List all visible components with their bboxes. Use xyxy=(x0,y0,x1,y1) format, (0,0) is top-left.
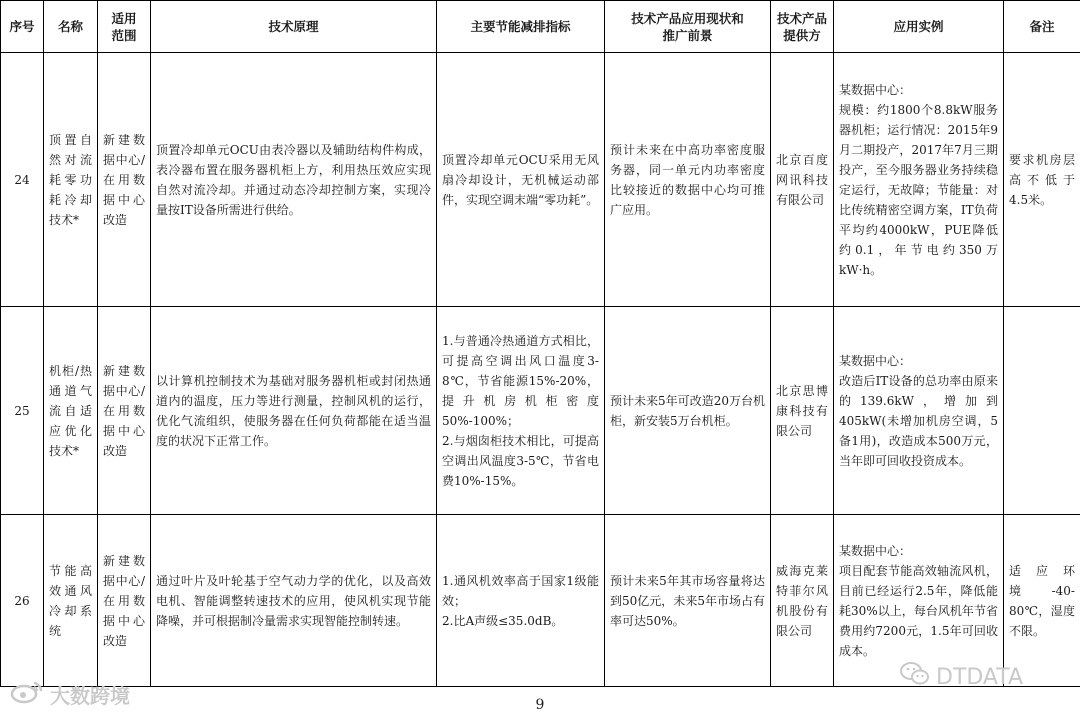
cell-indicators: 1.与普通冷热通道方式相比，可提高空调出风口温度3-8℃，节省能源15%-20%，提升机房机柜密度50%-100%； 2.与烟囱柜技术相比，可提高空调出风温度3-5℃，节省电费10%-15%。 xyxy=(437,307,605,515)
cell-scope: 新建数据中心/在用数据中心改造 xyxy=(98,53,151,307)
watermark-right-text: DTDATA xyxy=(936,664,1024,690)
cell-cases: 某数据中心： 规模：约1800个8.8kW服务器机柜；运行情况：2015年9月二期投产，2017年7月三期投产，至今服务器业务持续稳定运行，无故障；节能量：对比传统精密空调方案，IT负荷平均约4000kW，PUE降低约0.1，年节电约350万kW·h。 xyxy=(834,53,1004,307)
cell-no: 25 xyxy=(1,307,44,515)
cell-no: 24 xyxy=(1,53,44,307)
cell-no: 26 xyxy=(1,515,44,687)
cell-indicators: 1.通风机效率高于国家1级能效； 2.比A声级≤35.0dB。 xyxy=(437,515,605,687)
header-cases: 应用实例 xyxy=(834,1,1004,53)
cell-remarks: 适应环境-40-80℃，湿度不限。 xyxy=(1004,515,1080,687)
header-indicators: 主要节能减排指标 xyxy=(437,1,605,53)
cell-remarks: 要求机房层高不低于4.5米。 xyxy=(1004,53,1080,307)
cell-status: 预计未来在中高功率密度服务器，同一单元内功率密度比较接近的数据中心均可推广应用。 xyxy=(605,53,771,307)
cell-name: 机柜/热通道气流自适应优化技术* xyxy=(44,307,98,515)
header-name: 名称 xyxy=(44,1,98,53)
header-scope: 适用 范围 xyxy=(98,1,151,53)
cell-name: 顶置自然对流耗零功耗冷却技术* xyxy=(44,53,98,307)
header-principle: 技术原理 xyxy=(151,1,437,53)
header-remarks: 备注 xyxy=(1004,1,1080,53)
cell-status: 预计未来5年其市场容量将达到50亿元，未来5年市场占有率可达50%。 xyxy=(605,515,771,687)
wechat-logo-icon xyxy=(900,661,930,693)
cell-cases: 某数据中心： 改造后IT设备的总功率由原来的139.6kW，增加到405kW(未增加机房空调，5备1用)，改造成本500万元，当年即可回收投资成本。 xyxy=(834,307,1004,515)
cell-provider: 北京思博康科技有限公司 xyxy=(771,307,834,515)
cell-provider: 北京百度网讯科技有限公司 xyxy=(771,53,834,307)
watermark-right xyxy=(900,661,1023,693)
table-row xyxy=(1,307,1080,515)
cell-name: 节能高效通风冷却系统 xyxy=(44,515,98,687)
watermark-left-text: 大数跨境 xyxy=(50,684,130,708)
header-provider: 技术产品 提供方 xyxy=(771,1,834,53)
cell-provider: 威海克莱特菲尔风机股份有限公司 xyxy=(771,515,834,687)
header-no: 序号 xyxy=(1,1,44,53)
cell-cases: 某数据中心： 项目配套节能高效轴流风机，目前已经运行2.5年，降低能耗30%以上，每台风机年节省费用约7200元，1.5年可回收成本。 xyxy=(834,515,1004,687)
cell-indicators: 顶置冷却单元OCU采用无风扇冷却设计，无机械运动部件，实现空调末端“零功耗”。 xyxy=(437,53,605,307)
page-number: 9 xyxy=(535,697,545,713)
table-row xyxy=(1,53,1080,307)
cell-principle: 以计算机控制技术为基础对服务器机柜或封闭热通道内的温度，压力等进行测量，控制风机的运行，优化气流组织，使服务器在任何负荷都能在适当温度的状况下正常工作。 xyxy=(151,307,437,515)
cell-scope: 新建数据中心/在用数据中心改造 xyxy=(98,515,151,687)
cell-principle: 顶置冷却单元OCU由表冷器以及辅助结构件构成，表冷器布置在服务器机柜上方，利用热压效应实现自然对流冷却。并通过动态冷却控制方案，实现冷量按IT设备所需进行供给。 xyxy=(151,53,437,307)
cell-principle: 通过叶片及叶轮基于空气动力学的优化，以及高效电机、智能调整转速技术的应用，使风机实现节能降噪，并可根据制冷量需求实现智能控制转速。 xyxy=(151,515,437,687)
cell-status: 预计未来5年可改造20万台机柜，新安装5万台机柜。 xyxy=(605,307,771,515)
cell-remarks xyxy=(1004,307,1080,515)
cell-scope: 新建数据中心/在用数据中心改造 xyxy=(98,307,151,515)
table-header-row xyxy=(1,1,1080,53)
header-status: 技术产品应用现状和 推广前景 xyxy=(605,1,771,53)
